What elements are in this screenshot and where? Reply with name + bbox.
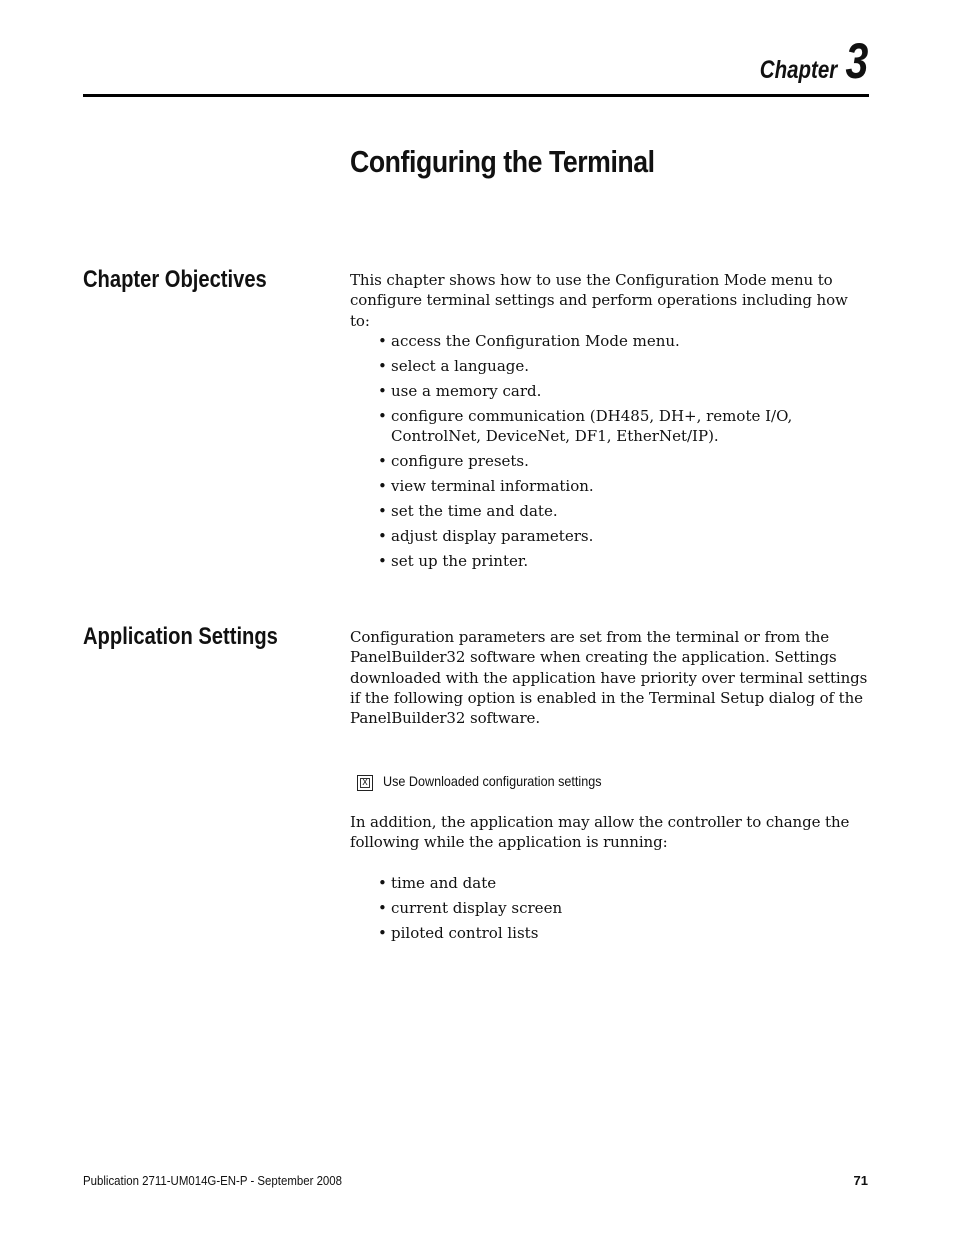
application-paragraph-2: In addition, the application may allow the controller to change the following while the application is running: — [350, 813, 850, 852]
chapter-label — [759, 33, 868, 89]
list-item: • current display screen — [378, 898, 563, 917]
page-title: Configuring the Terminal — [350, 144, 655, 179]
section-heading-application: Application Settings — [83, 623, 278, 650]
list-item: • set the time and date. — [378, 502, 558, 521]
objectives-list — [378, 331, 858, 576]
list-item: • piloted control lists — [378, 923, 539, 942]
list-item: • configure communication (DH485, DH+, remote I/O, ControlNet, DeviceNet, DF1, EtherNet/IP). — [378, 406, 793, 446]
chapter-number: 3 — [845, 33, 868, 89]
checkbox-icon — [357, 775, 373, 791]
chapter-word: Chapter — [759, 56, 837, 84]
downloaded-settings-option — [357, 771, 626, 791]
application-list — [378, 873, 858, 948]
header-rule — [83, 94, 869, 97]
checkbox-mark: X — [360, 778, 370, 788]
footer-publication: Publication 2711-UM014G-EN-P - September 2008 — [83, 1173, 343, 1188]
objectives-intro: This chapter shows how to use the Configuration Mode menu to configure terminal settings and perform operations including how to: — [350, 271, 848, 330]
list-item: • use a memory card. — [378, 381, 542, 400]
list-item: • set up the printer. — [378, 552, 529, 571]
list-item: • time and date — [378, 874, 497, 892]
list-item: • access the Configuration Mode menu. — [378, 332, 680, 350]
checkbox-label: Use Downloaded configuration settings — [383, 773, 602, 789]
page-number: 71 — [853, 1173, 868, 1188]
list-item: • view terminal information. — [378, 477, 594, 496]
section-heading-objectives: Chapter Objectives — [83, 266, 267, 293]
application-paragraph: Configuration parameters are set from the terminal or from the PanelBuilder32 software when creating the application. Settings downloaded with the application have priority over terminal settings if the following option is enabled in the Terminal Setup dialog of the PanelBuilder32 software. — [350, 628, 868, 728]
list-item: • adjust display parameters. — [378, 527, 594, 546]
list-item: • configure presets. — [378, 452, 529, 471]
list-item: • select a language. — [378, 356, 530, 375]
